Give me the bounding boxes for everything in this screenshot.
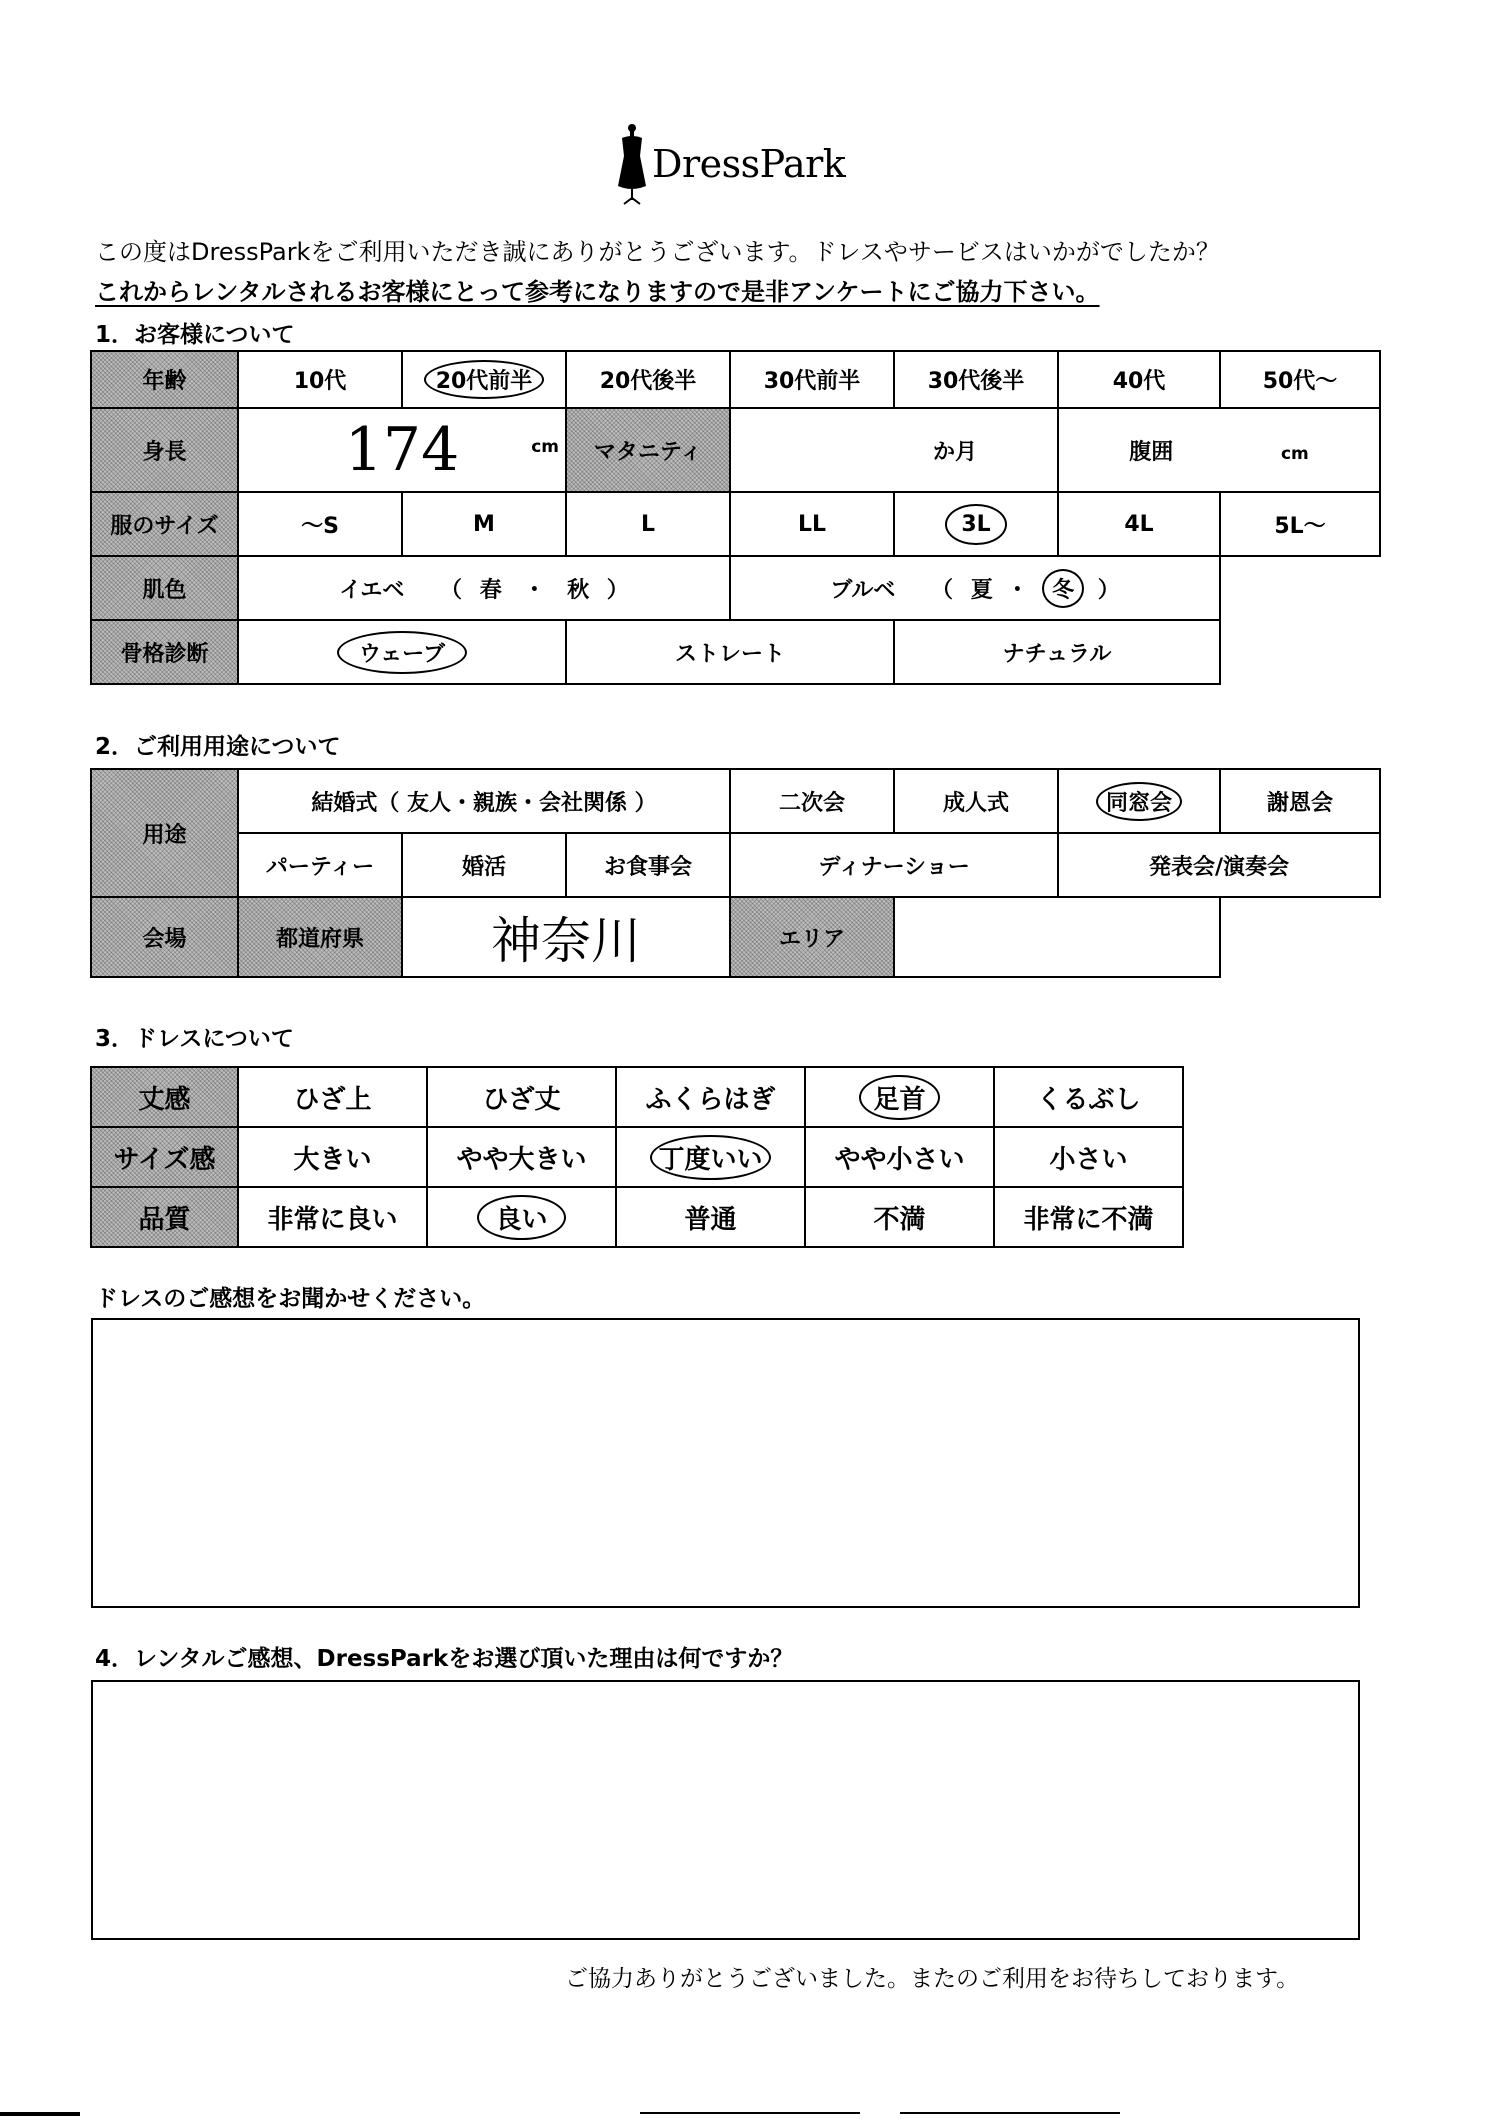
height-field[interactable] [238, 408, 566, 492]
thank-you-footer: ご協力ありがとうございました。またのご利用をお待ちしております。 [565, 1966, 1300, 1992]
age-row [91, 351, 1380, 408]
dress-form-icon [612, 122, 652, 208]
prefecture-value: 神奈川 [491, 912, 642, 970]
selected-circle: 良い [477, 1195, 565, 1240]
bone-option[interactable]: ストレート [566, 620, 894, 684]
waist-unit: cm [1280, 443, 1309, 464]
bone-option-selected[interactable] [238, 620, 566, 684]
quality-option[interactable]: 非常に不満 [994, 1187, 1183, 1247]
skin-blue[interactable] [730, 556, 1220, 620]
bone-header: 骨格診断 [91, 620, 238, 684]
paren-open: （ [440, 577, 463, 603]
size-option[interactable]: ～S [238, 492, 402, 556]
height-row [91, 408, 1380, 492]
venue-header: 会場 [91, 897, 238, 977]
selected-circle: 丁度いい [650, 1135, 770, 1180]
usage-header: 用途 [91, 769, 238, 897]
age-option[interactable]: 30代後半 [894, 351, 1058, 408]
fit-option[interactable]: やや小さい [805, 1127, 994, 1187]
maternity-unit: か月 [932, 439, 977, 465]
age-option[interactable]: 30代前半 [730, 351, 894, 408]
venue-row [91, 897, 1380, 977]
fit-header: サイズ感 [91, 1127, 238, 1187]
blue-label: ブルベ [830, 577, 896, 603]
age-option[interactable]: 50代～ [1220, 351, 1380, 408]
selected-circle: ウェーブ [337, 631, 467, 674]
fit-option[interactable]: やや大きい [427, 1127, 616, 1187]
yellow-label: イエベ [339, 577, 405, 603]
usage-option-selected[interactable] [1058, 769, 1220, 833]
waist-field[interactable] [1058, 408, 1380, 492]
fit-option[interactable]: 小さい [994, 1127, 1183, 1187]
empty-cell [1220, 620, 1380, 684]
usage-option[interactable]: 成人式 [894, 769, 1058, 833]
length-header: 丈感 [91, 1067, 238, 1127]
size-option[interactable]: M [402, 492, 566, 556]
age-option[interactable]: 20代後半 [566, 351, 730, 408]
usage-option[interactable]: パーティー [238, 833, 402, 897]
age-option[interactable]: 40代 [1058, 351, 1220, 408]
fit-row [91, 1127, 1183, 1187]
impression-textarea[interactable] [91, 1318, 1360, 1608]
selected-circle: 20代前半 [424, 360, 545, 399]
size-option[interactable]: 4L [1058, 492, 1220, 556]
section-1-title: 1．お客様について [95, 322, 295, 348]
scan-line [640, 2112, 860, 2114]
usage-option[interactable]: 発表会/演奏会 [1058, 833, 1380, 897]
size-option[interactable]: L [566, 492, 730, 556]
quality-option-selected[interactable] [427, 1187, 616, 1247]
spring-option: 春 [479, 577, 502, 603]
dress-table [90, 1066, 1184, 1248]
area-label: エリア [730, 897, 894, 977]
usage-option[interactable]: 婚活 [402, 833, 566, 897]
selected-circle: 3L [945, 504, 1006, 545]
section-4-title: 4．レンタルご感想、DressParkをお選び頂いた理由は何ですか？ [95, 1646, 794, 1672]
reason-textarea[interactable] [91, 1680, 1360, 1940]
brand-logo-text: DressPark [652, 142, 846, 186]
length-option[interactable]: ひざ上 [238, 1067, 427, 1127]
selected-circle: 足首 [859, 1075, 939, 1120]
empty-cell [1220, 897, 1380, 977]
paren-close: ） [606, 577, 629, 603]
bone-option[interactable]: ナチュラル [894, 620, 1220, 684]
size-option[interactable]: 5L～ [1220, 492, 1380, 556]
length-row [91, 1067, 1183, 1127]
separator: ・ [523, 577, 546, 603]
length-option-selected[interactable] [805, 1067, 994, 1127]
paren-open: （ [931, 577, 954, 603]
separator: ・ [1006, 577, 1029, 603]
waist-label: 腹囲 [1129, 439, 1174, 465]
quality-option[interactable]: 普通 [616, 1187, 805, 1247]
age-header: 年齢 [91, 351, 238, 408]
age-option-selected[interactable] [402, 351, 566, 408]
intro-line-2: これからレンタルされるお客様にとって参考になりますので是非アンケートにご協力下さい。 [95, 278, 1100, 306]
quality-header: 品質 [91, 1187, 238, 1247]
impression-prompt: ドレスのご感想をお聞かせください。 [95, 1286, 486, 1312]
length-option[interactable]: ひざ丈 [427, 1067, 616, 1127]
usage-option[interactable]: 結婚式（ 友人・親族・会社関係 ） [238, 769, 730, 833]
fit-option[interactable]: 大きい [238, 1127, 427, 1187]
usage-row-2 [91, 833, 1380, 897]
skin-row [91, 556, 1380, 620]
size-option-selected[interactable] [894, 492, 1058, 556]
autumn-option: 秋 [567, 577, 590, 603]
height-unit: cm [531, 437, 559, 457]
age-option[interactable]: 10代 [238, 351, 402, 408]
paren-close: ） [1097, 577, 1120, 603]
scan-line [900, 2112, 1120, 2114]
quality-option[interactable]: 不満 [805, 1187, 994, 1247]
quality-option[interactable]: 非常に良い [238, 1187, 427, 1247]
height-header: 身長 [91, 408, 238, 492]
prefecture-field[interactable] [402, 897, 730, 977]
quality-row [91, 1187, 1183, 1247]
scan-line [0, 2112, 80, 2116]
selected-circle: 同窓会 [1096, 782, 1182, 821]
summer-option: 夏 [970, 577, 993, 603]
prefecture-label: 都道府県 [238, 897, 402, 977]
usage-option[interactable]: ディナーショー [730, 833, 1058, 897]
area-field[interactable] [894, 897, 1220, 977]
maternity-header: マタニティ [566, 408, 730, 492]
intro-line-1: この度はDressParkをご利用いただき誠にありがとうございます。ドレスやサービスはいかがでしたか？ [95, 238, 1220, 266]
skin-header: 肌色 [91, 556, 238, 620]
usage-row-1 [91, 769, 1380, 833]
usage-table [90, 768, 1381, 978]
size-option[interactable]: LL [730, 492, 894, 556]
winter-option-selected: 冬 [1042, 569, 1084, 608]
maternity-field[interactable] [730, 408, 1058, 492]
height-value: 174 [344, 415, 460, 485]
usage-option[interactable]: 二次会 [730, 769, 894, 833]
customer-info-table [90, 350, 1381, 685]
usage-option[interactable]: お食事会 [566, 833, 730, 897]
size-header: 服のサイズ [91, 492, 238, 556]
section-3-title: 3．ドレスについて [95, 1026, 294, 1052]
size-row [91, 492, 1380, 556]
section-2-title: 2．ご利用用途について [95, 734, 341, 760]
length-option[interactable]: ふくらはぎ [616, 1067, 805, 1127]
bone-row [91, 620, 1380, 684]
length-option[interactable]: くるぶし [994, 1067, 1183, 1127]
empty-cell [1220, 556, 1380, 620]
fit-option-selected[interactable] [616, 1127, 805, 1187]
usage-option[interactable]: 謝恩会 [1220, 769, 1380, 833]
skin-yellow[interactable] [238, 556, 730, 620]
